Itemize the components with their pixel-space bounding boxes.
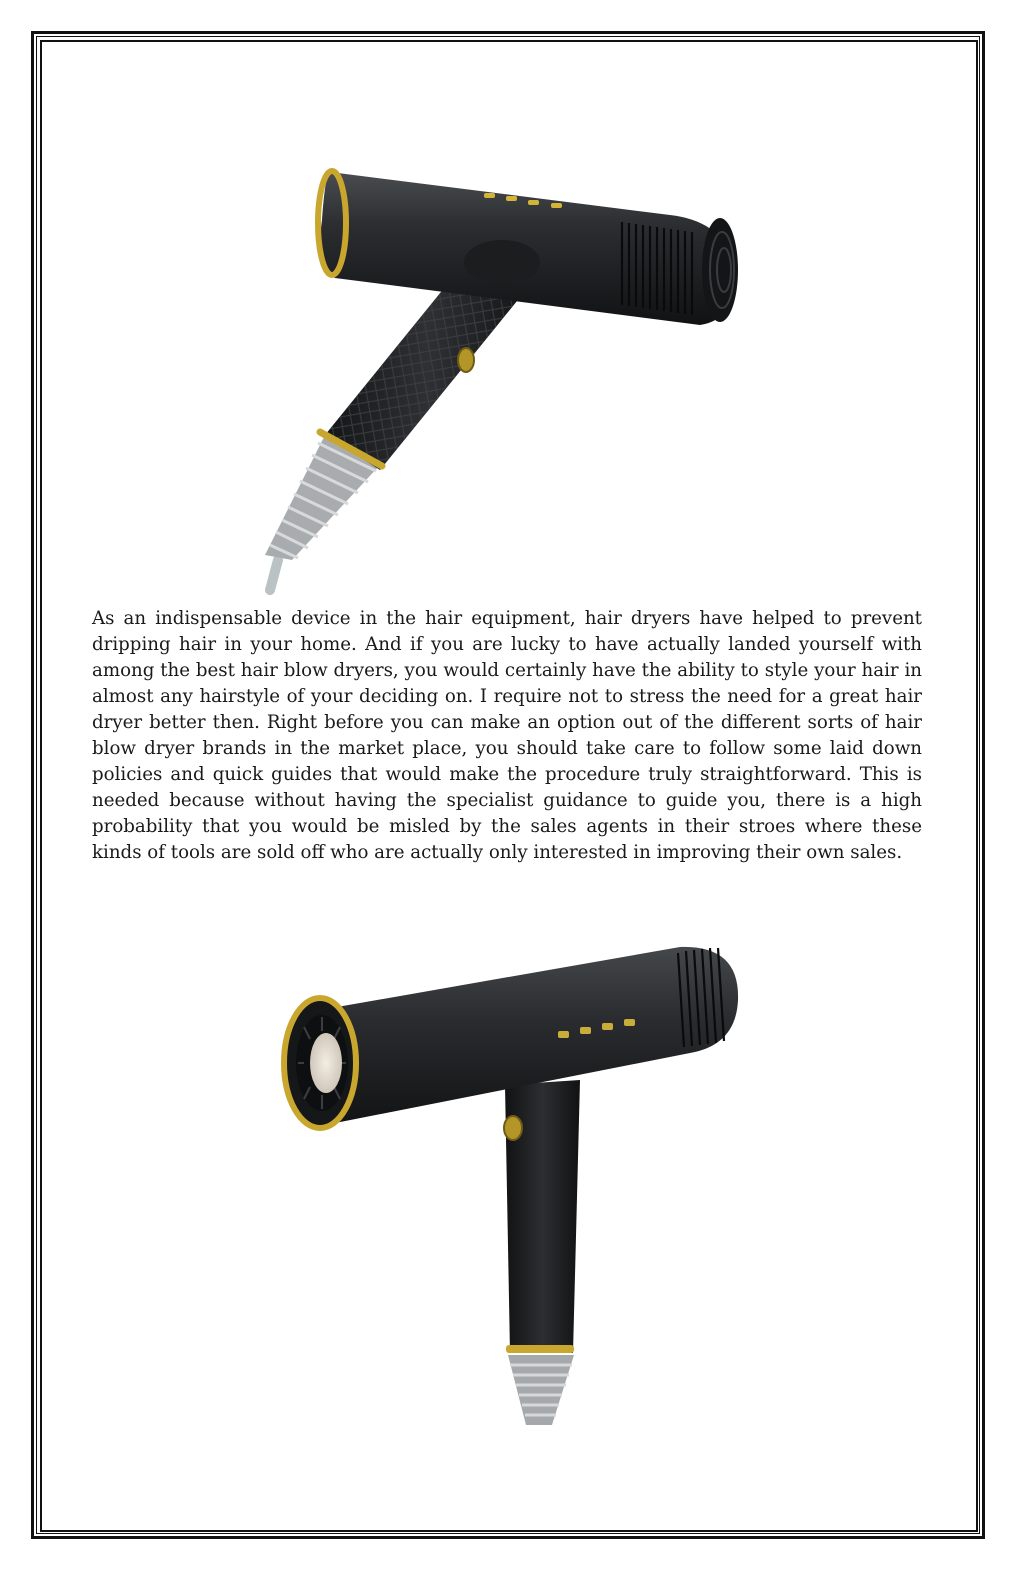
hair-dryer-front-icon (270, 935, 750, 1430)
cord-strain-relief (508, 1355, 574, 1425)
hair-dryer-angled-icon (230, 160, 750, 595)
body-paragraph: As an indispensable device in the hair equipment, hair dryers have helped to prevent dripping hair in your home. And if you are lucky to have actually landed yourself with among the best hair blow dryers, you would certainly have the ability to style your hair in almost any hairstyle of your deciding on. I require not to stress the need for a great hair dryer better then. Right before you can make an option out of the different sorts of hair blow dryer brands in the market place, you should take care to follow some laid down policies and quick guides that would make the procedure truly straightforward. This is needed because without having the specialist guidance to guide you, there is a high probability that you would be misled by the sales agents in their stroes where these kinds of tools are sold off who are actually only interested in improving their own sales. (92, 608, 922, 863)
